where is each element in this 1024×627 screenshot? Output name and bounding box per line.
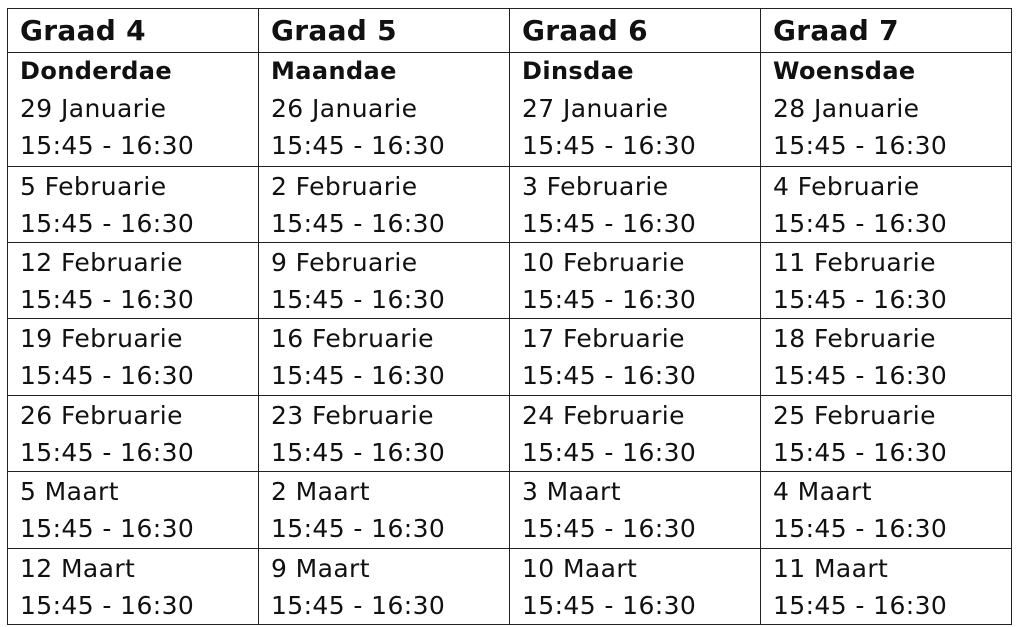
date-label: 12 Februarie xyxy=(20,247,183,277)
time-label: 15:45 - 16:30 xyxy=(522,208,697,238)
time-label: 15:45 - 16:30 xyxy=(271,590,446,620)
time-label: 15:45 - 16:30 xyxy=(20,284,195,314)
schedule-cell xyxy=(259,472,510,548)
day-label: Maandae xyxy=(271,57,397,85)
schedule-cell xyxy=(259,166,510,242)
date-label: 28 Januarie xyxy=(773,94,920,123)
schedule-cell xyxy=(259,395,510,471)
schedule-cell xyxy=(8,166,259,242)
table-row xyxy=(8,166,1012,242)
date-label: 26 Januarie xyxy=(271,94,418,123)
time-label: 15:45 - 16:30 xyxy=(773,590,948,620)
date-label: 23 Februarie xyxy=(271,400,434,430)
schedule-cell xyxy=(8,472,259,548)
time-label: 15:45 - 16:30 xyxy=(522,131,697,160)
schedule-cell xyxy=(761,242,1012,318)
date-label: 9 Maart xyxy=(271,553,370,583)
time-label: 15:45 - 16:30 xyxy=(773,284,948,314)
day-label: Donderdae xyxy=(20,57,173,85)
time-label: 15:45 - 16:30 xyxy=(271,361,446,391)
date-label: 10 Maart xyxy=(522,553,638,583)
time-label: 15:45 - 16:30 xyxy=(271,208,446,238)
time-label: 15:45 - 16:30 xyxy=(271,131,446,160)
date-label: 4 Februarie xyxy=(773,171,920,201)
schedule-cell xyxy=(510,319,761,395)
date-label: 24 Februarie xyxy=(522,400,685,430)
schedule-cell xyxy=(8,395,259,471)
time-label: 15:45 - 16:30 xyxy=(271,514,446,544)
time-label: 15:45 - 16:30 xyxy=(271,284,446,314)
header-graad-7: Graad 7 xyxy=(761,9,1012,53)
schedule-cell xyxy=(761,166,1012,242)
schedule-cell xyxy=(761,53,1012,167)
date-label: 11 Maart xyxy=(773,553,889,583)
table-row xyxy=(8,395,1012,471)
table-row xyxy=(8,472,1012,548)
schedule-cell xyxy=(510,53,761,167)
date-label: 12 Maart xyxy=(20,553,136,583)
date-label: 10 Februarie xyxy=(522,247,685,277)
date-label: 4 Maart xyxy=(773,477,872,507)
date-label: 25 Februarie xyxy=(773,400,936,430)
schedule-cell xyxy=(8,548,259,624)
schedule-table xyxy=(7,8,1012,625)
date-label: 11 Februarie xyxy=(773,247,936,277)
schedule-cell xyxy=(259,242,510,318)
date-label: 26 Februarie xyxy=(20,400,183,430)
time-label: 15:45 - 16:30 xyxy=(773,514,948,544)
time-label: 15:45 - 16:30 xyxy=(773,437,948,467)
date-label: 3 Maart xyxy=(522,477,621,507)
date-label: 5 Maart xyxy=(20,477,119,507)
time-label: 15:45 - 16:30 xyxy=(20,208,195,238)
header-graad-5: Graad 5 xyxy=(259,9,510,53)
header-row xyxy=(8,9,1012,53)
schedule-cell xyxy=(8,53,259,167)
time-label: 15:45 - 16:30 xyxy=(271,437,446,467)
date-label: 2 Maart xyxy=(271,477,370,507)
day-label: Woensdae xyxy=(773,57,916,85)
schedule-cell xyxy=(510,548,761,624)
table-header xyxy=(8,9,1012,53)
table-row xyxy=(8,548,1012,624)
schedule-cell xyxy=(259,53,510,167)
date-label: 19 Februarie xyxy=(20,324,183,354)
date-label: 17 Februarie xyxy=(522,324,685,354)
time-label: 15:45 - 16:30 xyxy=(20,514,195,544)
schedule-cell xyxy=(510,242,761,318)
date-label: 27 Januarie xyxy=(522,94,669,123)
time-label: 15:45 - 16:30 xyxy=(20,437,195,467)
time-label: 15:45 - 16:30 xyxy=(20,131,195,160)
schedule-cell xyxy=(761,472,1012,548)
date-label: 5 Februarie xyxy=(20,171,167,201)
day-label: Dinsdae xyxy=(522,57,634,85)
time-label: 15:45 - 16:30 xyxy=(773,208,948,238)
date-label: 18 Februarie xyxy=(773,324,936,354)
schedule-cell xyxy=(8,319,259,395)
date-label: 3 Februarie xyxy=(522,171,669,201)
time-label: 15:45 - 16:30 xyxy=(522,437,697,467)
header-graad-4: Graad 4 xyxy=(8,9,259,53)
table-row xyxy=(8,242,1012,318)
time-label: 15:45 - 16:30 xyxy=(773,131,948,160)
schedule-cell xyxy=(259,319,510,395)
date-label: 9 Februarie xyxy=(271,247,418,277)
date-label: 29 Januarie xyxy=(20,94,167,123)
table-body xyxy=(8,53,1012,625)
date-label: 16 Februarie xyxy=(271,324,434,354)
schedule-cell xyxy=(761,548,1012,624)
time-label: 15:45 - 16:30 xyxy=(20,361,195,391)
time-label: 15:45 - 16:30 xyxy=(20,590,195,620)
schedule-cell xyxy=(510,395,761,471)
schedule-cell xyxy=(510,472,761,548)
schedule-cell xyxy=(8,242,259,318)
time-label: 15:45 - 16:30 xyxy=(522,361,697,391)
date-label: 2 Februarie xyxy=(271,171,418,201)
time-label: 15:45 - 16:30 xyxy=(522,284,697,314)
schedule-cell xyxy=(259,548,510,624)
time-label: 15:45 - 16:30 xyxy=(773,361,948,391)
time-label: 15:45 - 16:30 xyxy=(522,514,697,544)
table-row xyxy=(8,53,1012,167)
schedule-cell xyxy=(510,166,761,242)
time-label: 15:45 - 16:30 xyxy=(522,590,697,620)
header-graad-6: Graad 6 xyxy=(510,9,761,53)
schedule-cell xyxy=(761,319,1012,395)
schedule-cell xyxy=(761,395,1012,471)
table-row xyxy=(8,319,1012,395)
